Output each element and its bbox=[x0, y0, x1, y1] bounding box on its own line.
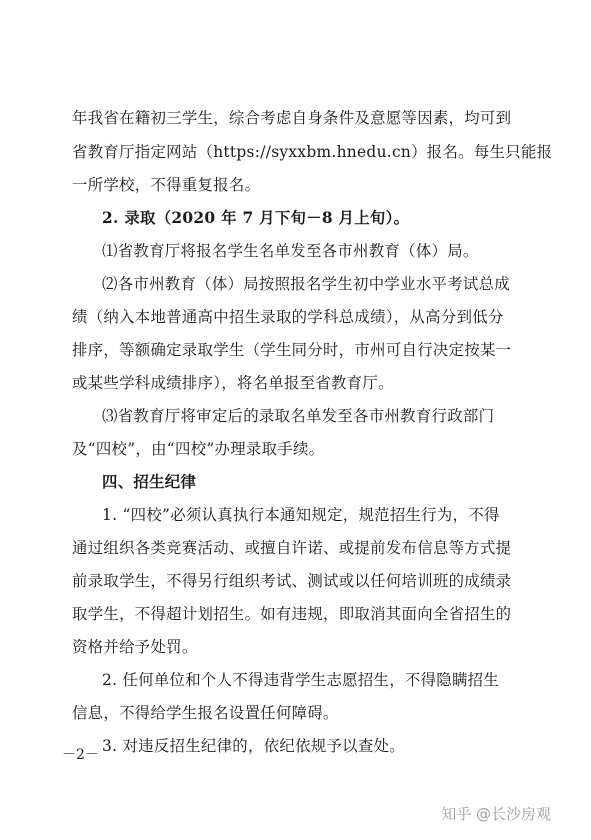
paragraph-line: 通过组织各类竞赛活动、或擅自许诺、或提前发布信息等方式提 bbox=[72, 539, 512, 557]
paragraph-line: 2. 任何单位和个人不得违背学生志愿招生，不得隐瞒招生 bbox=[102, 671, 500, 689]
paragraph-line: 省教育厅指定网站（https://syxxbm.hnedu.cn）报名。每生只能报 bbox=[72, 143, 553, 161]
paragraph-line: 前录取学生，不得另行组织考试、测试或以任何培训班的成绩录 bbox=[72, 572, 512, 590]
page-number: －2－ bbox=[62, 747, 99, 763]
paragraph-line: ⑵各市州教育（体）局按照报名学生初中学业水平考试总成 bbox=[102, 275, 510, 293]
section-heading: 四、招生纪律 bbox=[102, 473, 197, 491]
paragraph-line: 3. 对违反招生纪律的，依纪依规予以查处。 bbox=[102, 737, 405, 755]
paragraph-line: 取学生，不得超计划招生。如有违规，即取消其面向全省招生的 bbox=[72, 605, 512, 623]
paragraph-line: 信息，不得给学生报名设置任何障碍。 bbox=[72, 704, 339, 722]
paragraph-line: 资格并给予处罚。 bbox=[72, 638, 198, 656]
paragraph-line: 绩（纳入本地普通高中招生录取的学科总成绩），从高分到低分 bbox=[72, 308, 504, 326]
paragraph-line: ⑶省教育厅将审定后的录取名单发至各市州教育行政部门 bbox=[102, 407, 495, 425]
paragraph-line: 1. “四校”必须认真执行本通知规定，规范招生行为，不得 bbox=[102, 506, 500, 524]
paragraph-line: 一所学校，不得重复报名。 bbox=[72, 176, 261, 194]
paragraph-line: ⑴省教育厅将报名学生名单发至各市州教育（体）局。 bbox=[102, 242, 479, 260]
paragraph-line: 及“四校”，由“四校”办理录取手续。 bbox=[72, 440, 325, 458]
paragraph-line: 年我省在籍初三学生，综合考虑自身条件及意愿等因素，均可到 bbox=[72, 109, 512, 127]
paragraph-line: 或某些学科成绩排序），将名单报至省教育厅。 bbox=[72, 374, 394, 392]
paragraph-line: 排序，等额确定录取学生（学生同分时，市州可自行决定按某一 bbox=[72, 341, 512, 359]
watermark: 知乎 @长沙房观 bbox=[441, 805, 551, 823]
section-subheading: 2. 录取（2020 年 7 月下旬－8 月上旬）。 bbox=[102, 209, 410, 227]
